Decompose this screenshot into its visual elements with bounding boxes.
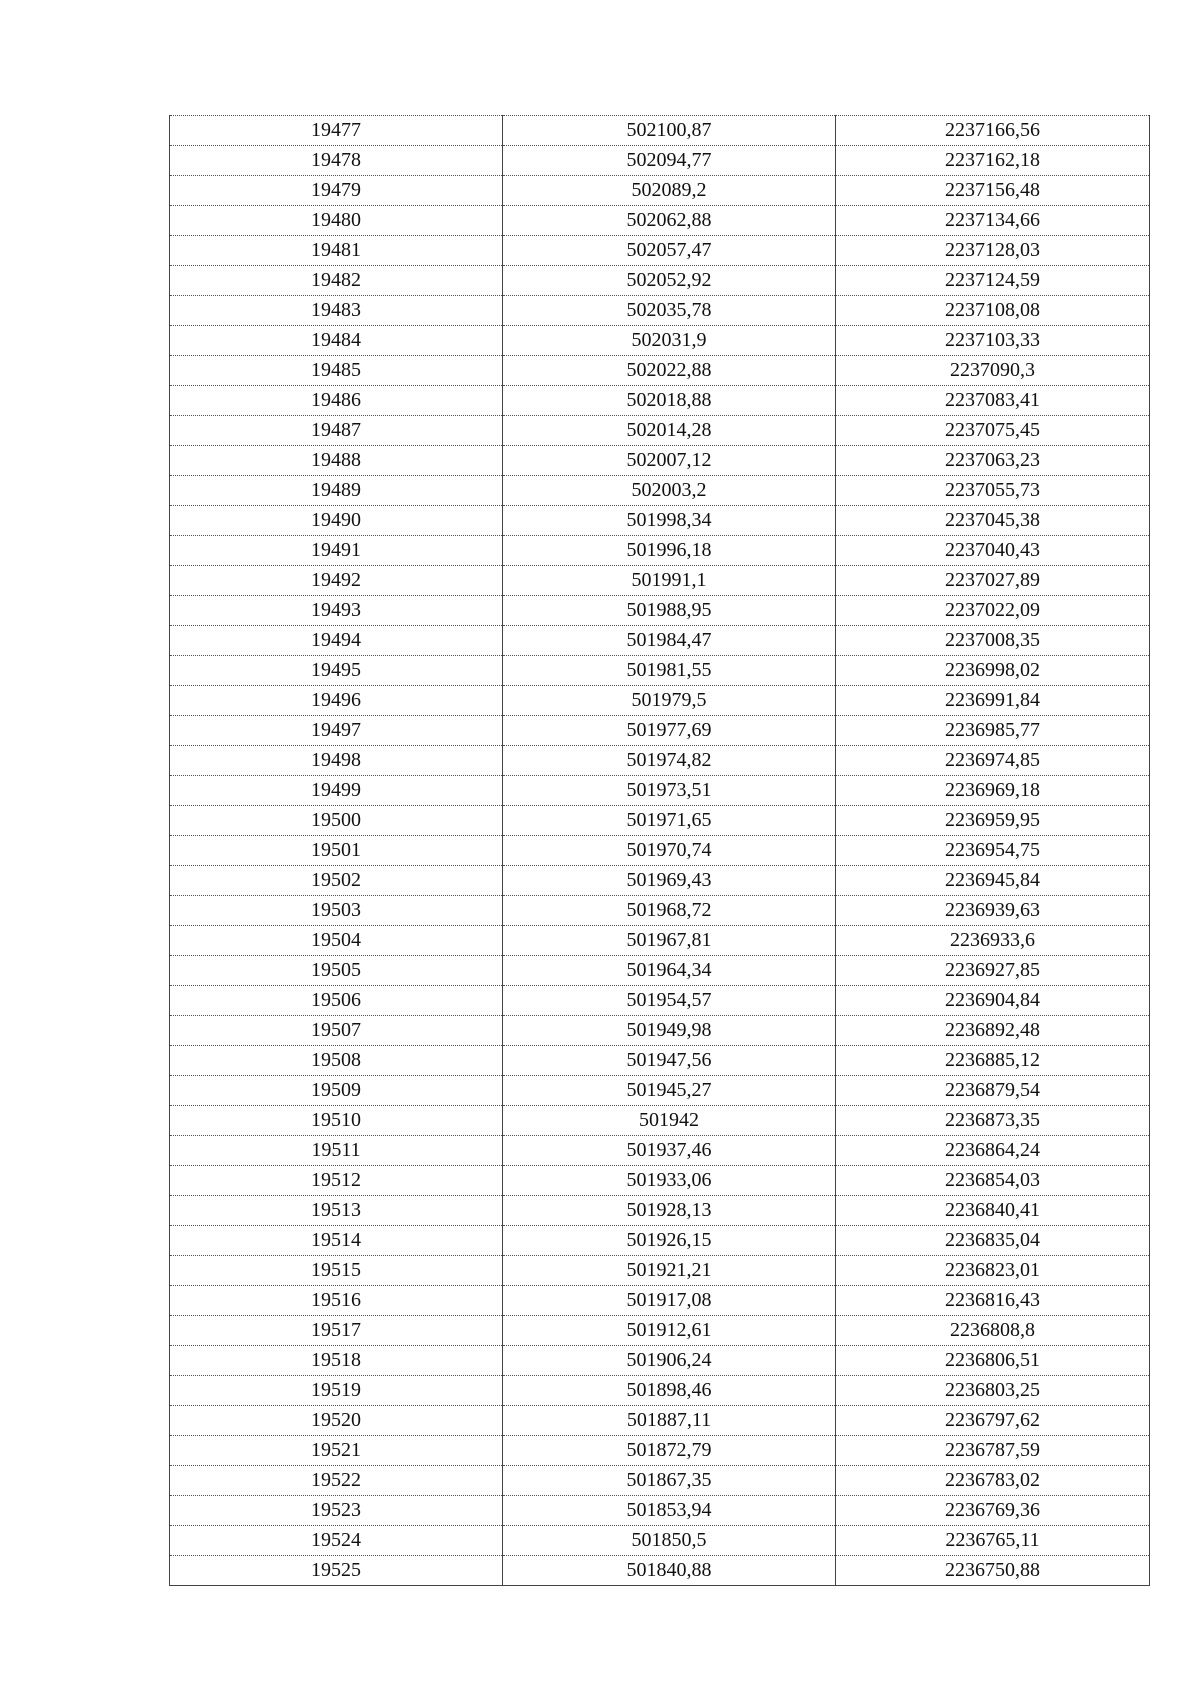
x-coordinate-cell: 501954,57: [503, 986, 836, 1016]
table-row: [170, 536, 1150, 566]
point-number-cell: 19522: [170, 1466, 503, 1496]
point-number-cell: 19492: [170, 566, 503, 596]
table-row: [170, 626, 1150, 656]
table-row: [170, 776, 1150, 806]
x-coordinate-cell: 501981,55: [503, 656, 836, 686]
point-number-cell: 19479: [170, 176, 503, 206]
point-number-cell: 19490: [170, 506, 503, 536]
x-coordinate-cell: 501988,95: [503, 596, 836, 626]
y-coordinate-cell: 2236927,85: [836, 956, 1150, 986]
y-coordinate-cell: 2236939,63: [836, 896, 1150, 926]
point-number-cell: 19493: [170, 596, 503, 626]
x-coordinate-cell: 501945,27: [503, 1076, 836, 1106]
point-number-cell: 19524: [170, 1526, 503, 1556]
x-coordinate-cell: 501977,69: [503, 716, 836, 746]
y-coordinate-cell: 2237166,56: [836, 116, 1150, 146]
table-row: [170, 1556, 1150, 1586]
coordinates-table-body: [170, 116, 1150, 1586]
x-coordinate-cell: 501947,56: [503, 1046, 836, 1076]
y-coordinate-cell: 2236823,01: [836, 1256, 1150, 1286]
table-row: [170, 806, 1150, 836]
table-row: [170, 1466, 1150, 1496]
table-row: [170, 1346, 1150, 1376]
y-coordinate-cell: 2236750,88: [836, 1556, 1150, 1586]
y-coordinate-cell: 2237156,48: [836, 176, 1150, 206]
table-row: [170, 1226, 1150, 1256]
table-row: [170, 506, 1150, 536]
point-number-cell: 19483: [170, 296, 503, 326]
table-row: [170, 446, 1150, 476]
point-number-cell: 19509: [170, 1076, 503, 1106]
point-number-cell: 19499: [170, 776, 503, 806]
y-coordinate-cell: 2236808,8: [836, 1316, 1150, 1346]
y-coordinate-cell: 2236945,84: [836, 866, 1150, 896]
point-number-cell: 19505: [170, 956, 503, 986]
point-number-cell: 19487: [170, 416, 503, 446]
table-row: [170, 1316, 1150, 1346]
y-coordinate-cell: 2237055,73: [836, 476, 1150, 506]
table-row: [170, 236, 1150, 266]
y-coordinate-cell: 2236816,43: [836, 1286, 1150, 1316]
y-coordinate-cell: 2236873,35: [836, 1106, 1150, 1136]
x-coordinate-cell: 501949,98: [503, 1016, 836, 1046]
x-coordinate-cell: 501984,47: [503, 626, 836, 656]
point-number-cell: 19488: [170, 446, 503, 476]
y-coordinate-cell: 2236974,85: [836, 746, 1150, 776]
point-number-cell: 19478: [170, 146, 503, 176]
table-row: [170, 416, 1150, 446]
x-coordinate-cell: 501898,46: [503, 1376, 836, 1406]
point-number-cell: 19514: [170, 1226, 503, 1256]
point-number-cell: 19506: [170, 986, 503, 1016]
table-row: [170, 1286, 1150, 1316]
point-number-cell: 19484: [170, 326, 503, 356]
coordinates-table: [169, 115, 1150, 1586]
table-row: [170, 266, 1150, 296]
x-coordinate-cell: 501970,74: [503, 836, 836, 866]
x-coordinate-cell: 501937,46: [503, 1136, 836, 1166]
y-coordinate-cell: 2237103,33: [836, 326, 1150, 356]
y-coordinate-cell: 2236885,12: [836, 1046, 1150, 1076]
x-coordinate-cell: 502057,47: [503, 236, 836, 266]
y-coordinate-cell: 2237027,89: [836, 566, 1150, 596]
x-coordinate-cell: 501996,18: [503, 536, 836, 566]
point-number-cell: 19516: [170, 1286, 503, 1316]
y-coordinate-cell: 2236787,59: [836, 1436, 1150, 1466]
point-number-cell: 19491: [170, 536, 503, 566]
y-coordinate-cell: 2237162,18: [836, 146, 1150, 176]
point-number-cell: 19497: [170, 716, 503, 746]
y-coordinate-cell: 2236969,18: [836, 776, 1150, 806]
y-coordinate-cell: 2236904,84: [836, 986, 1150, 1016]
x-coordinate-cell: 501991,1: [503, 566, 836, 596]
x-coordinate-cell: 501933,06: [503, 1166, 836, 1196]
x-coordinate-cell: 501840,88: [503, 1556, 836, 1586]
table-row: [170, 146, 1150, 176]
y-coordinate-cell: 2236879,54: [836, 1076, 1150, 1106]
point-number-cell: 19508: [170, 1046, 503, 1076]
x-coordinate-cell: 501912,61: [503, 1316, 836, 1346]
point-number-cell: 19523: [170, 1496, 503, 1526]
y-coordinate-cell: 2236864,24: [836, 1136, 1150, 1166]
y-coordinate-cell: 2236783,02: [836, 1466, 1150, 1496]
point-number-cell: 19500: [170, 806, 503, 836]
y-coordinate-cell: 2236797,62: [836, 1406, 1150, 1436]
y-coordinate-cell: 2236933,6: [836, 926, 1150, 956]
x-coordinate-cell: 502031,9: [503, 326, 836, 356]
point-number-cell: 19521: [170, 1436, 503, 1466]
point-number-cell: 19482: [170, 266, 503, 296]
table-row: [170, 1076, 1150, 1106]
table-row: [170, 1436, 1150, 1466]
point-number-cell: 19512: [170, 1166, 503, 1196]
y-coordinate-cell: 2236892,48: [836, 1016, 1150, 1046]
y-coordinate-cell: 2237045,38: [836, 506, 1150, 536]
point-number-cell: 19504: [170, 926, 503, 956]
point-number-cell: 19520: [170, 1406, 503, 1436]
table-row: [170, 1136, 1150, 1166]
x-coordinate-cell: 501942: [503, 1106, 836, 1136]
x-coordinate-cell: 501850,5: [503, 1526, 836, 1556]
point-number-cell: 19480: [170, 206, 503, 236]
table-row: [170, 926, 1150, 956]
point-number-cell: 19510: [170, 1106, 503, 1136]
point-number-cell: 19495: [170, 656, 503, 686]
point-number-cell: 19507: [170, 1016, 503, 1046]
point-number-cell: 19518: [170, 1346, 503, 1376]
point-number-cell: 19498: [170, 746, 503, 776]
table-row: [170, 206, 1150, 236]
y-coordinate-cell: 2236806,51: [836, 1346, 1150, 1376]
x-coordinate-cell: 502094,77: [503, 146, 836, 176]
y-coordinate-cell: 2237008,35: [836, 626, 1150, 656]
y-coordinate-cell: 2236769,36: [836, 1496, 1150, 1526]
x-coordinate-cell: 502100,87: [503, 116, 836, 146]
x-coordinate-cell: 502007,12: [503, 446, 836, 476]
table-row: [170, 1046, 1150, 1076]
x-coordinate-cell: 501967,81: [503, 926, 836, 956]
x-coordinate-cell: 501968,72: [503, 896, 836, 926]
y-coordinate-cell: 2237108,08: [836, 296, 1150, 326]
table-row: [170, 1256, 1150, 1286]
x-coordinate-cell: 501964,34: [503, 956, 836, 986]
y-coordinate-cell: 2236959,95: [836, 806, 1150, 836]
point-number-cell: 19503: [170, 896, 503, 926]
point-number-cell: 19481: [170, 236, 503, 266]
table-row: [170, 986, 1150, 1016]
x-coordinate-cell: 502014,28: [503, 416, 836, 446]
point-number-cell: 19515: [170, 1256, 503, 1286]
table-row: [170, 596, 1150, 626]
table-row: [170, 116, 1150, 146]
point-number-cell: 19501: [170, 836, 503, 866]
table-row: [170, 1376, 1150, 1406]
x-coordinate-cell: 501853,94: [503, 1496, 836, 1526]
point-number-cell: 19485: [170, 356, 503, 386]
x-coordinate-cell: 501906,24: [503, 1346, 836, 1376]
table-row: [170, 1016, 1150, 1046]
point-number-cell: 19513: [170, 1196, 503, 1226]
y-coordinate-cell: 2237075,45: [836, 416, 1150, 446]
x-coordinate-cell: 501926,15: [503, 1226, 836, 1256]
table-row: [170, 686, 1150, 716]
y-coordinate-cell: 2237124,59: [836, 266, 1150, 296]
y-coordinate-cell: 2237090,3: [836, 356, 1150, 386]
point-number-cell: 19517: [170, 1316, 503, 1346]
table-row: [170, 836, 1150, 866]
table-row: [170, 386, 1150, 416]
x-coordinate-cell: 502022,88: [503, 356, 836, 386]
x-coordinate-cell: 502018,88: [503, 386, 836, 416]
point-number-cell: 19519: [170, 1376, 503, 1406]
x-coordinate-cell: 501867,35: [503, 1466, 836, 1496]
y-coordinate-cell: 2237022,09: [836, 596, 1150, 626]
point-number-cell: 19489: [170, 476, 503, 506]
point-number-cell: 19511: [170, 1136, 503, 1166]
point-number-cell: 19502: [170, 866, 503, 896]
x-coordinate-cell: 502089,2: [503, 176, 836, 206]
y-coordinate-cell: 2237063,23: [836, 446, 1150, 476]
table-row: [170, 326, 1150, 356]
table-row: [170, 746, 1150, 776]
x-coordinate-cell: 502003,2: [503, 476, 836, 506]
table-row: [170, 356, 1150, 386]
y-coordinate-cell: 2237083,41: [836, 386, 1150, 416]
table-row: [170, 896, 1150, 926]
table-row: [170, 296, 1150, 326]
table-row: [170, 1526, 1150, 1556]
table-row: [170, 1106, 1150, 1136]
point-number-cell: 19494: [170, 626, 503, 656]
table-row: [170, 1196, 1150, 1226]
table-row: [170, 1496, 1150, 1526]
table-row: [170, 1406, 1150, 1436]
table-row: [170, 716, 1150, 746]
table-row: [170, 866, 1150, 896]
point-number-cell: 19477: [170, 116, 503, 146]
y-coordinate-cell: 2236854,03: [836, 1166, 1150, 1196]
y-coordinate-cell: 2237128,03: [836, 236, 1150, 266]
x-coordinate-cell: 502052,92: [503, 266, 836, 296]
x-coordinate-cell: 502035,78: [503, 296, 836, 326]
table-row: [170, 656, 1150, 686]
point-number-cell: 19496: [170, 686, 503, 716]
x-coordinate-cell: 501917,08: [503, 1286, 836, 1316]
x-coordinate-cell: 501974,82: [503, 746, 836, 776]
x-coordinate-cell: 501887,11: [503, 1406, 836, 1436]
y-coordinate-cell: 2236985,77: [836, 716, 1150, 746]
x-coordinate-cell: 501928,13: [503, 1196, 836, 1226]
x-coordinate-cell: 502062,88: [503, 206, 836, 236]
x-coordinate-cell: 501998,34: [503, 506, 836, 536]
y-coordinate-cell: 2237134,66: [836, 206, 1150, 236]
y-coordinate-cell: 2236840,41: [836, 1196, 1150, 1226]
y-coordinate-cell: 2236803,25: [836, 1376, 1150, 1406]
point-number-cell: 19525: [170, 1556, 503, 1586]
table-row: [170, 176, 1150, 206]
x-coordinate-cell: 501979,5: [503, 686, 836, 716]
table-row: [170, 566, 1150, 596]
table-row: [170, 476, 1150, 506]
y-coordinate-cell: 2236954,75: [836, 836, 1150, 866]
table-row: [170, 1166, 1150, 1196]
table-row: [170, 956, 1150, 986]
point-number-cell: 19486: [170, 386, 503, 416]
x-coordinate-cell: 501872,79: [503, 1436, 836, 1466]
y-coordinate-cell: 2236991,84: [836, 686, 1150, 716]
x-coordinate-cell: 501971,65: [503, 806, 836, 836]
y-coordinate-cell: 2237040,43: [836, 536, 1150, 566]
y-coordinate-cell: 2236835,04: [836, 1226, 1150, 1256]
x-coordinate-cell: 501921,21: [503, 1256, 836, 1286]
y-coordinate-cell: 2236765,11: [836, 1526, 1150, 1556]
x-coordinate-cell: 501969,43: [503, 866, 836, 896]
y-coordinate-cell: 2236998,02: [836, 656, 1150, 686]
x-coordinate-cell: 501973,51: [503, 776, 836, 806]
